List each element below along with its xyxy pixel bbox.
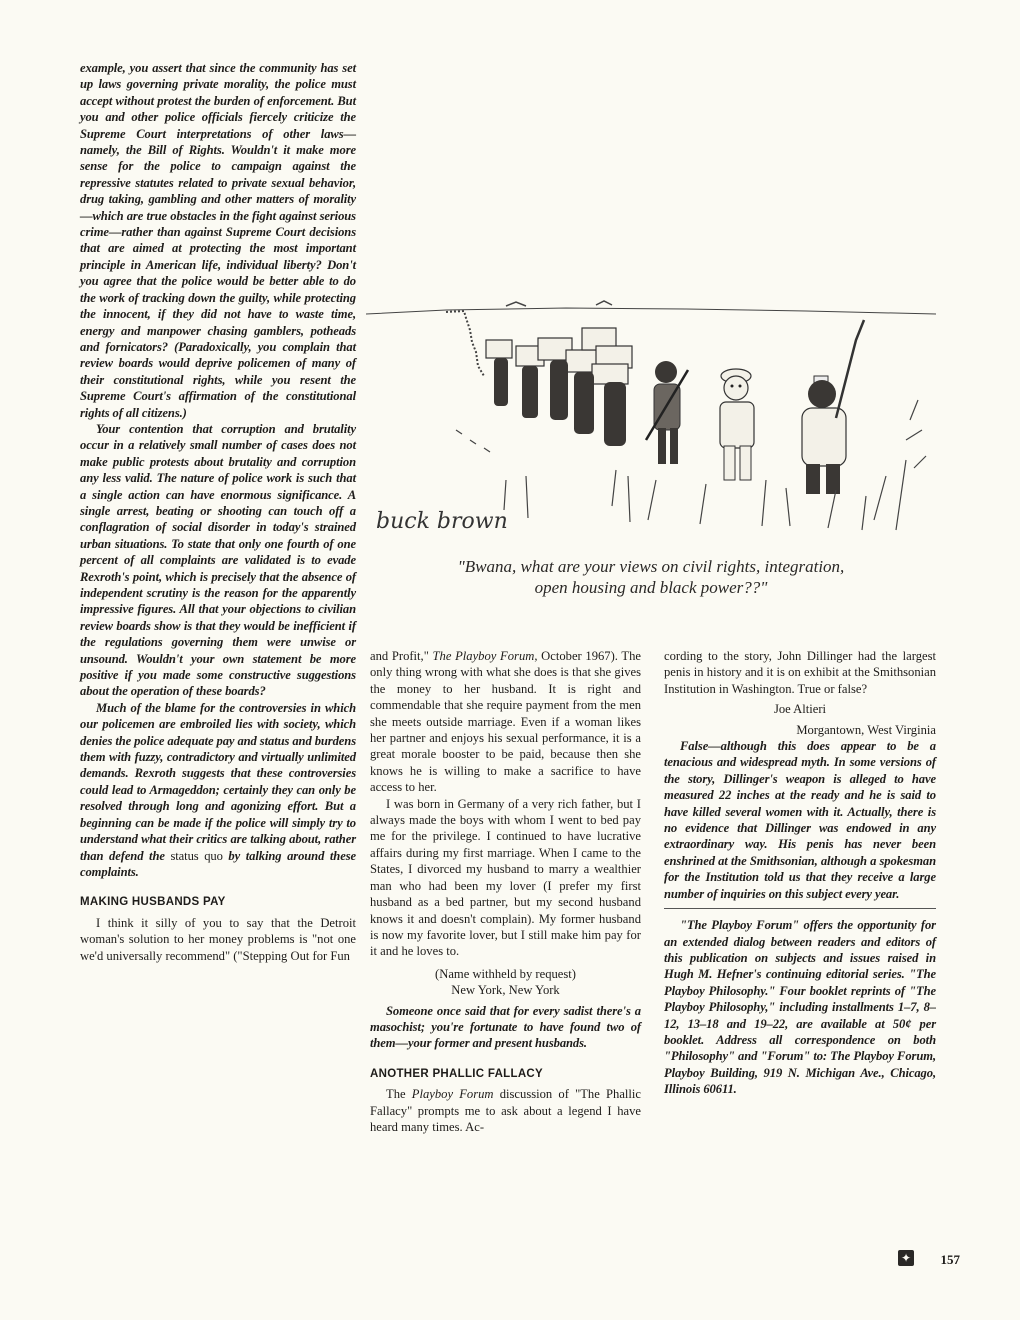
column-left [80,60,356,964]
column-middle [370,648,641,1135]
reply-paragraph: Much of the blame for the controversies in which our policemen are embroiled lies with society, which denies the police adequate pay and status and burdens them with fuzzy, contradictory and virtually unlimited demands. Rexroth suggests that these controversies could lead to Armageddon; certainly they can only be resolved through long and agonizing effort. But a beginning can be made if the police will simply try to understand what their critics are talking about, rather than defend the status quo by talking around these complaints. [80,700,356,879]
divider [664,908,936,909]
forum-note: "The Playboy Forum" offers the opportunity for an extended dialog between readers and editors of this publication on subjects and issues raised in Hugh M. Hefner's continuing editorial series. "The Playboy Philosophy." Four booklet reprints of "The Playboy Philosophy," including installments 1–7, 8–12, 13–18 and 19–22, are available at 50¢ per booklet. Address all correspondence on both "Philosophy" and "Forum" to: The Playboy Forum, Playboy Building, 919 N. Michigan Ave., Chicago, Illinois 60611. [664,918,936,1097]
letter-paragraph: and Profit," The Playboy Forum, October 1967). The only thing wrong with what she does is that she gives the money to her husband. It is right and commendable that she require payment from the men she meets outside marriage. Even if a woman likes her partner and enjoys his sexual performance, it is a great morale booster to be paid, because then she knows he is willing to make a sacrifice to have access to her. [370,649,641,795]
letter-paragraph: I think it silly of you to say that the Detroit woman's solution to her money problems is "not one we'd universally recommend" ("Stepping Out for Fun [80,915,356,963]
section-heading: ANOTHER PHALLIC FALLACY [370,1067,544,1080]
letter-location: New York, New York [451,983,560,998]
reply-paragraph: False—although this does appear to be a tenacious and widespread myth. In some versions of the story, Dillinger's weapon is alleged to have measured 22 inches at the ready and he is said to have killed several women with it. Actually, there is no evidence that Dillinger was endowed in any extraordinary way. His penis has never been enshrined at the Smithsonian, although a spokesman for the Institution told us that they receive a large number of inquiries on this subject every year. [664,739,936,901]
column-right [664,648,936,1098]
page-number: 157 [940,1252,960,1267]
caption-line: open housing and black power??" [534,578,768,597]
caption-line: "Bwana, what are your views on civil rights, integration, [457,557,845,576]
cartoon-illustration [366,280,936,542]
letter-paragraph: The Playboy Forum discussion of "The Phallic Fallacy" prompts me to ask about a legend I have heard many times. Ac- [370,1087,641,1134]
section-heading: MAKING HUSBANDS PAY [80,896,226,909]
letter-location: Morgantown, West Virginia [796,722,936,737]
cartoonist-signature: buck brown [376,509,508,534]
letter-signature: (Name withheld by request) [435,966,576,981]
letter-signature: Joe Altieri [773,702,827,717]
letter-paragraph: cording to the story, John Dillinger had the largest penis in history and it is on exhibit at the Smithsonian Institution in Washington. True or false? [664,649,936,696]
letter-paragraph: I was born in Germany of a very rich father, but I always made the boys with whom I went to bed pay me for the privilege. I continued to have lucrative affairs during my first marriage. When I came to the States, I divorced my husband to marry a wealthier man who had been my lover (I prefer my first husband as a bed partner, but my second husband knows it and doesn't complain). My former husband is now my favorite lover, but I still make him pay for it and he loves to. [370,796,641,959]
playboy-bunny-icon: ✦ [898,1250,914,1266]
cartoon-caption [366,556,936,598]
reply-paragraph: Your contention that corruption and brutality occur in a relatively small number of cases does not make public protests about brutality and corruption any less valid. The nature of police work is such that a single action can have enormous significance. A single arrest, beating or shooting can touch off a conflagration of social disorder in today's strained urban situations. To state that only one fourth of one percent of all complaints are validated is to evade Rexroth's point, which is precisely that the absence of independent scrutiny is the reason for the apparently impressive figures. All that your objections to civilian review boards show is that they would be inefficient if the regulations governing them were unwise or unsound. Wouldn't your own statement be more positive if you made some constructive suggestions about the operation of these boards? [80,421,356,699]
reply-paragraph: example, you assert that since the community has set up laws governing private morality, the police must accept without protest the burden of enforcement. But you and other police officials fiercely criticize the Supreme Court interpretations of other laws—namely, the Bill of Rights. Wouldn't it make more sense for the police to campaign against the repressive statutes related to private sexual behavior, drug taking, gambling and other matters of morality—which are true obstacles in the fight against serious crime—rather than against Supreme Court decisions that are aimed at protecting the most important principle in American life, individual liberty? Don't you agree that the police would be better able to do the work of tracking down the guilty, while protecting the innocent, if they did not have to waste time, energy and manpower chasing gamblers, potheads and fornicators? (Paradoxically, you complain that review boards would deprive policemen of many of their constitutional rights, while you resent the Supreme Court's affirmation of the constitutional rights of all citizens.) [80,61,356,420]
reply-paragraph: Someone once said that for every sadist there's a masochist; you're fortunate to have found two of them—your former and present husbands. [370,1003,641,1051]
